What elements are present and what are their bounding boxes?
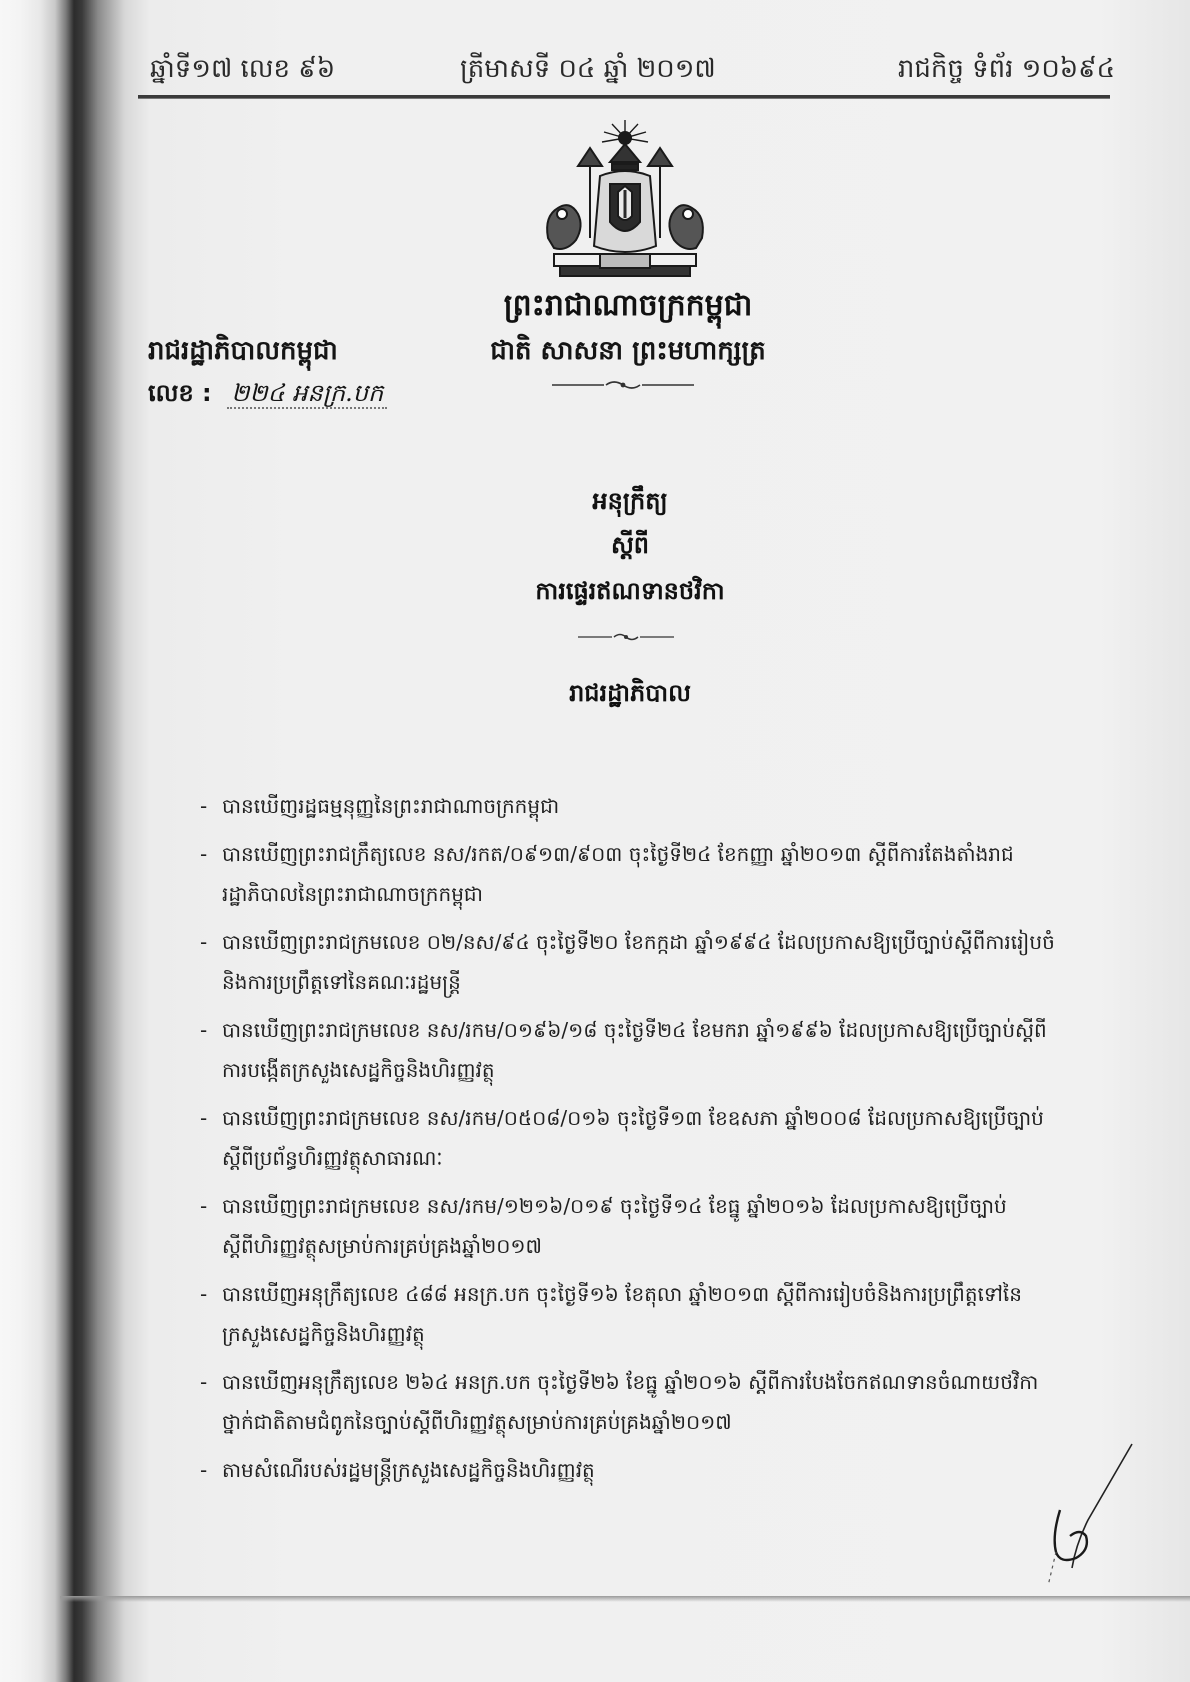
preamble-item-text: បានឃើញអនុក្រឹត្យលេខ ២៦៤ អនក្រ.បក ចុះថ្ងៃទី២៦ ខែធ្នូ ឆ្នាំ២០១៦ ស្តីពីការបែងចែកឥណទានចំណាយថវិកាថ្នាក់ជាតិតាមជំពូកនៃច្បាប់ស្តីពីហិរញ្ញវត្ថុសម្រាប់ការគ្រប់គ្រងឆ្នាំ២០១៧ (222, 1370, 1039, 1434)
gazette-header (150, 52, 1115, 92)
preamble-item-text: បានឃើញអនុក្រឹត្យលេខ ៤៨៨ អនក្រ.បក ចុះថ្ងៃទី១៦ ខែតុលា ឆ្នាំ២០១៣ ស្តីពីការរៀបចំនិងការប្រព្រឹត្តទៅនៃក្រសួងសេដ្ឋកិច្ចនិងហិរញ្ញវត្ថុ (222, 1282, 1022, 1346)
preamble-item-text: បានឃើញព្រះរាជក្រឹត្យលេខ នស/រកត/០៩១៣/៩០៣ ចុះថ្ងៃទី២៤ ខែកញ្ញា ឆ្នាំ២០១៣ ស្តីពីការតែងតាំងរាជរដ្ឋាភិបាលនៃព្រះរាជាណាចក្រកម្ពុជា (222, 842, 1014, 906)
gazette-page-number: រាជកិច្ច ទំព័រ ១០៦៩៤ (897, 54, 1115, 84)
kingdom-title: ព្រះរាជាណាចក្រកម្ពុជា (503, 288, 753, 323)
list-dash: - (200, 1106, 208, 1130)
reference-number-label: លេខ : (148, 379, 212, 407)
preamble-list (200, 786, 1070, 1498)
preamble-item (200, 1450, 1070, 1490)
list-dash: - (200, 1458, 208, 1482)
list-dash: - (200, 1370, 208, 1394)
list-dash: - (200, 930, 208, 954)
reference-number (148, 378, 387, 413)
preamble-item-text: បានឃើញរដ្ឋធម្មនុញ្ញនៃព្រះរាជាណាចក្រកម្ពុជា (222, 794, 560, 818)
document-about: ស្តីពី (610, 531, 650, 559)
ornamental-divider (548, 378, 698, 392)
list-dash: - (200, 842, 208, 866)
list-dash: - (200, 1282, 208, 1306)
list-dash: - (200, 1194, 208, 1218)
handwritten-initial-icon (1030, 1440, 1140, 1590)
issuing-authority: រាជរដ្ឋាភិបាល (569, 679, 691, 707)
government-name: រាជរដ្ឋាភិបាលកម្ពុជា (148, 336, 338, 366)
gazette-quarter: ត្រីមាសទី ០៤ ឆ្នាំ ២០១៧ (460, 54, 716, 84)
preamble-item (200, 1274, 1070, 1354)
scan-edge-shadow (60, 1596, 1190, 1602)
preamble-item (200, 1098, 1070, 1178)
document-subject: ការផ្ទេរឥណទានថវិកា (535, 577, 725, 605)
preamble-item-text: បានឃើញព្រះរាជក្រមលេខ នស/រកម/១២១៦/០១៩ ចុះថ្ងៃទី១៤ ខែធ្នូ ឆ្នាំ២០១៦ ដែលប្រកាសឱ្យប្រើច្បាប់ស្តីពីហិរញ្ញវត្ថុសម្រាប់ការគ្រប់គ្រងឆ្នាំ២០១៧ (222, 1194, 1007, 1258)
preamble-item-text: បានឃើញព្រះរាជក្រមលេខ នស/រកម/០១៩៦/១៨ ចុះថ្ងៃទី២៤ ខែមករា ឆ្នាំ១៩៩៦ ដែលប្រកាសឱ្យប្រើច្បាប់ស្តីពីការបង្កើតក្រសួងសេដ្ឋកិច្ចនិងហិរញ្ញវត្ថុ (222, 1018, 1047, 1082)
list-dash: - (200, 794, 208, 818)
preamble-item (200, 1186, 1070, 1266)
preamble-item (200, 834, 1070, 914)
preamble-item (200, 1362, 1070, 1442)
preamble-item (200, 786, 1070, 826)
ornamental-divider-small (576, 630, 676, 644)
document-type: អនុក្រឹត្យ (592, 487, 668, 515)
reference-number-value: ២២៤ អនក្រ.បក (227, 379, 387, 409)
list-dash: - (200, 1018, 208, 1042)
preamble-item (200, 1010, 1070, 1090)
preamble-item-text: តាមសំណើរបស់រដ្ឋមន្ត្រីក្រសួងសេដ្ឋកិច្ចនិងហិរញ្ញវត្ថុ (222, 1458, 595, 1482)
preamble-item-text: បានឃើញព្រះរាជក្រមលេខ នស/រកម/០៥០៨/០១៦ ចុះថ្ងៃទី១៣ ខែឧសភា ឆ្នាំ២០០៨ ដែលប្រកាសឱ្យប្រើច្បាប់ស្តីពីប្រព័ន្ធហិរញ្ញវត្ថុសាធារណៈ (222, 1106, 1044, 1170)
preamble-item (200, 922, 1070, 1002)
national-motto: ជាតិ សាសនា ព្រះមហាក្សត្រ (490, 336, 766, 366)
royal-coat-of-arms-icon (540, 118, 710, 280)
gazette-issue: ឆ្នាំទី១៧ លេខ ៩៦ (150, 54, 336, 84)
preamble-item-text: បានឃើញព្រះរាជក្រមលេខ ០២/នស/៩៤ ចុះថ្ងៃទី២០ ខែកក្កដា ឆ្នាំ១៩៩៤ ដែលប្រកាសឱ្យប្រើច្បាប់ស្តីពីការរៀបចំនិងការប្រព្រឹត្តទៅនៃគណៈរដ្ឋមន្ត្រី (222, 930, 1055, 994)
header-rule (138, 95, 1110, 99)
